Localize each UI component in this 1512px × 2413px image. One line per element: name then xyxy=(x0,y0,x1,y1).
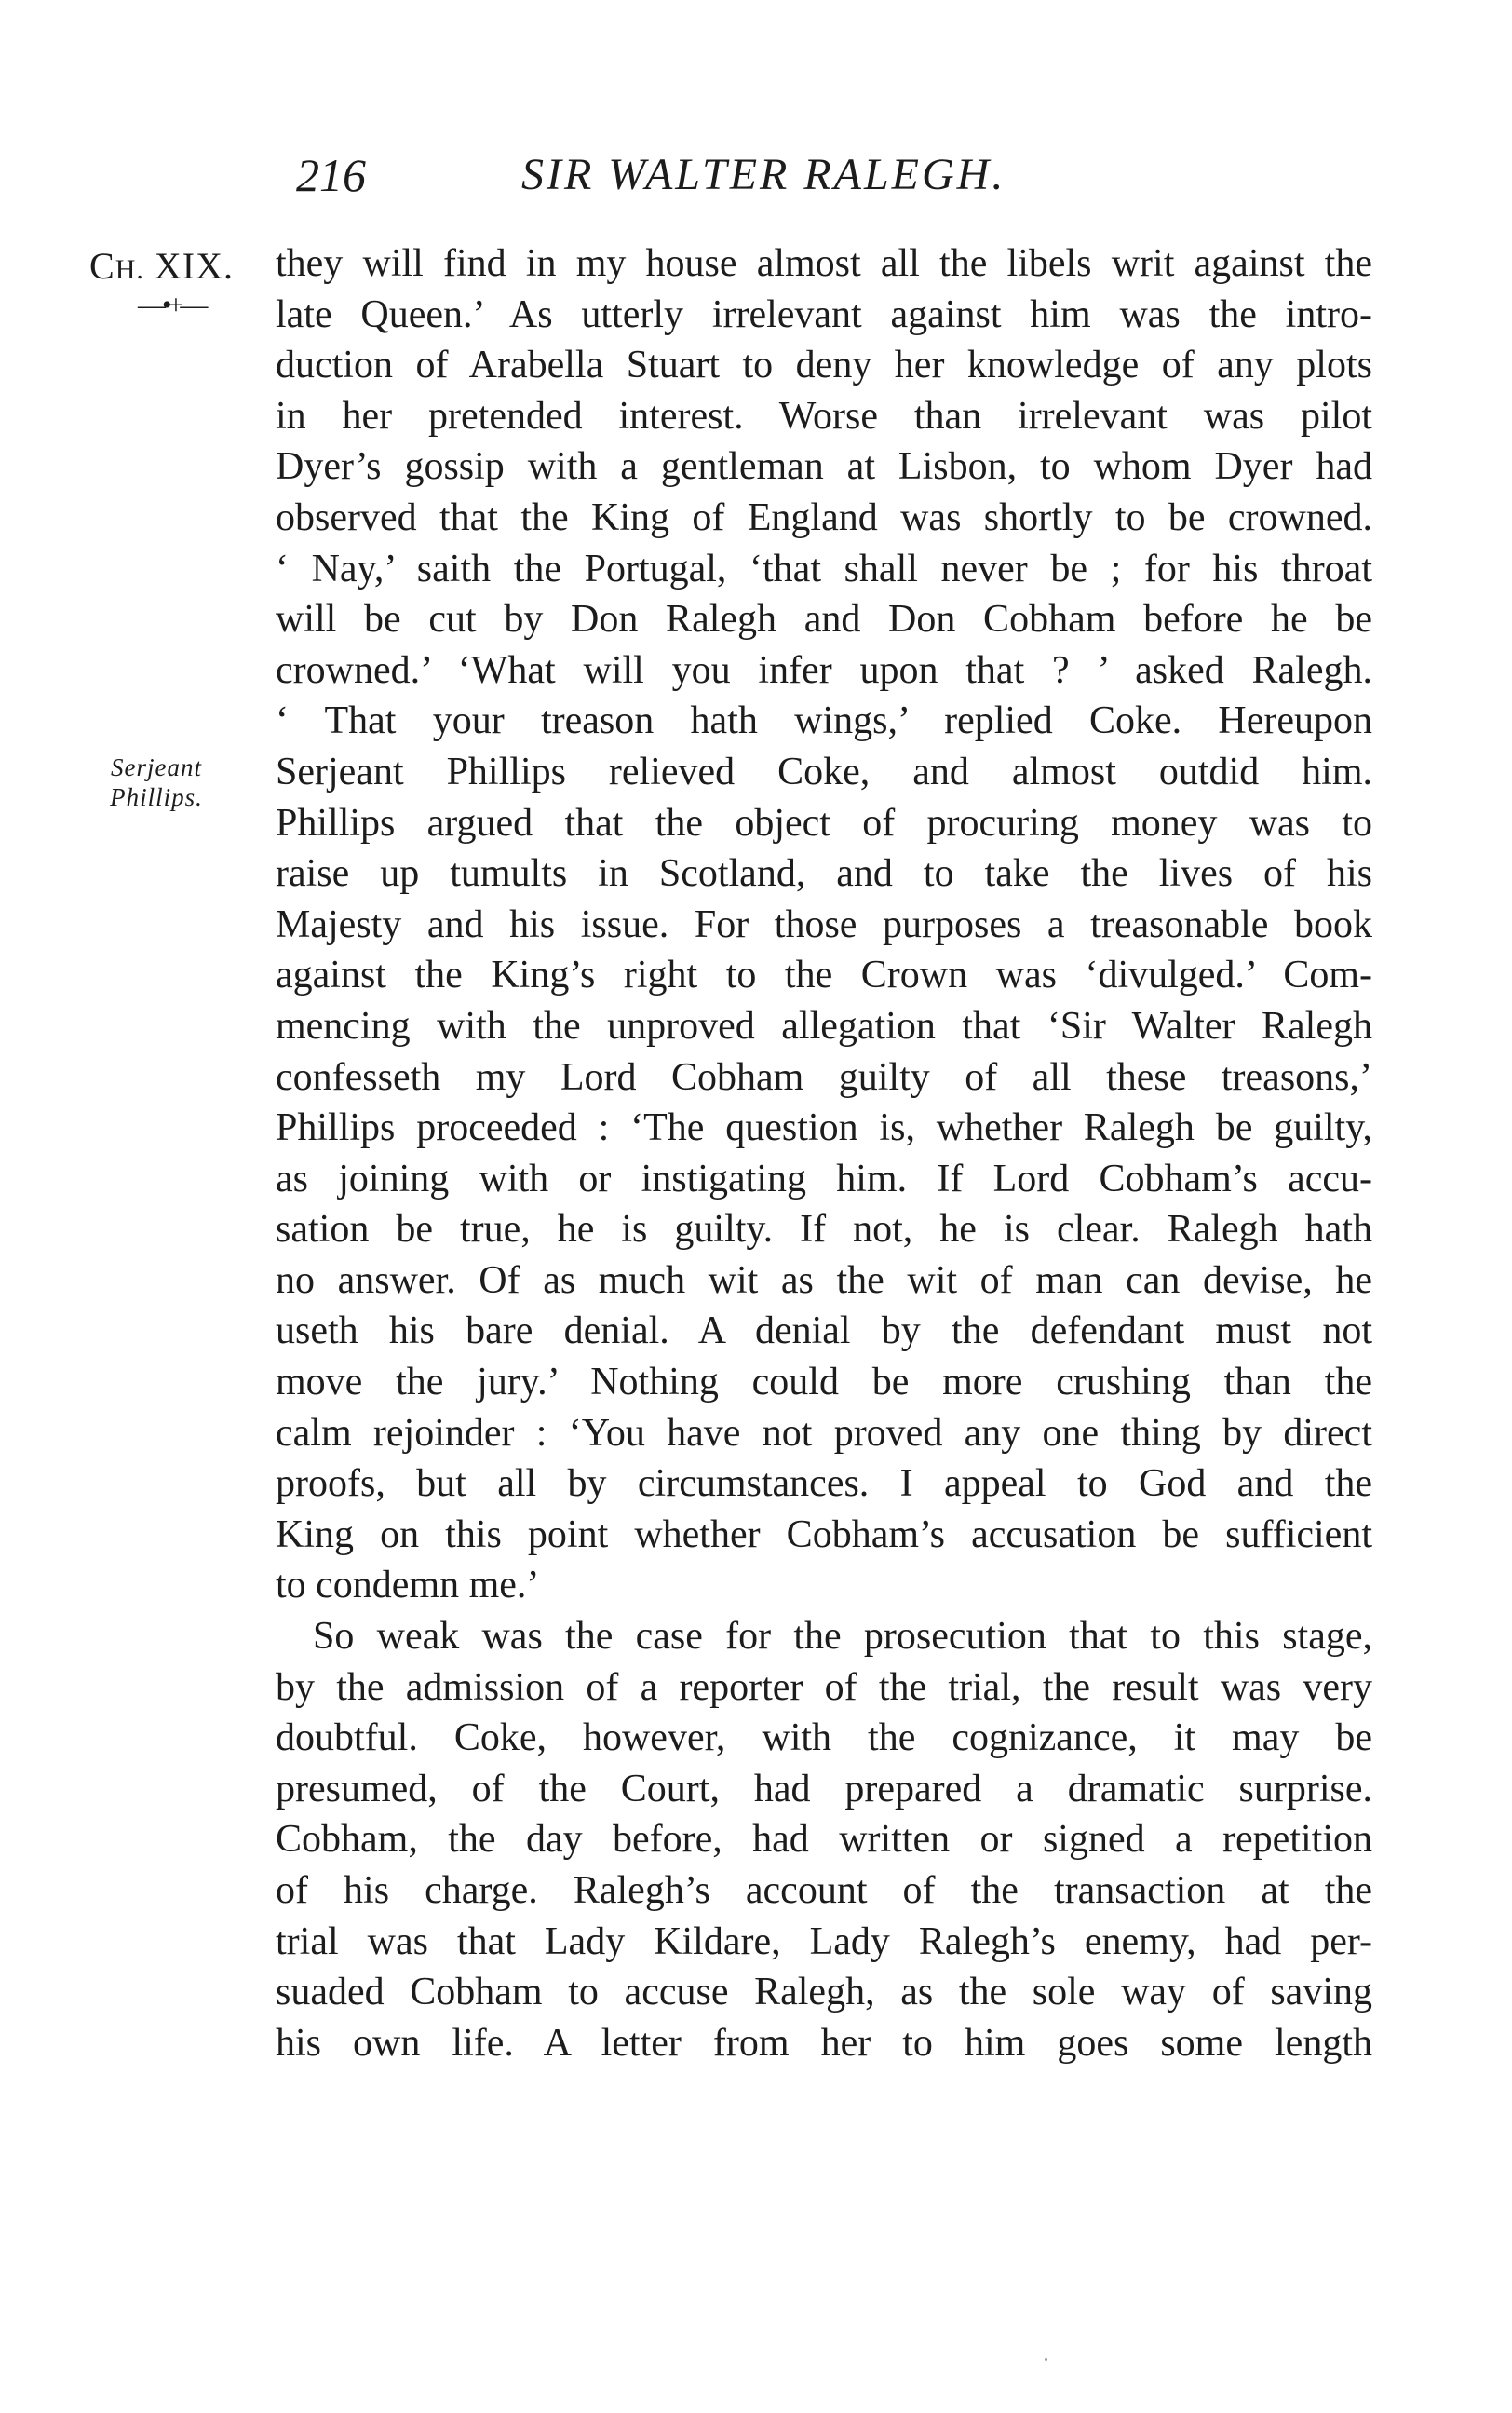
chapter-prefix-small: H. xyxy=(115,254,144,285)
text-line: calm rejoinder : ‘You have not proved any one thing by direct xyxy=(276,1411,1372,1455)
text-line: Cobham, the day before, had written or signed a repetition xyxy=(276,1818,1372,1862)
text-line: Serjeant Phillips relieved Coke, and almost outdid him. xyxy=(276,750,1372,793)
text-line: Majesty and his issue. For those purposes a treasonable book xyxy=(276,902,1372,946)
scan-speck xyxy=(1045,2358,1047,2361)
text-line: they will find in my house almost all the libels writ against the xyxy=(276,242,1372,285)
text-line: in her pretended interest. Worse than irrelevant was pilot xyxy=(276,394,1372,438)
text-line: proofs, but all by circumstances. I appeal to God and the xyxy=(276,1462,1372,1506)
text-line: move the jury.’ Nothing could be more crushing than the xyxy=(276,1361,1372,1404)
marginal-note-line: Serjeant xyxy=(111,753,202,781)
text-line: observed that the King of England was shortly to be crowned. xyxy=(276,495,1372,539)
text-line: will be cut by Don Ralegh and Don Cobham before he be xyxy=(276,598,1372,642)
text-line: as joining with or instigating him. If Lord Cobham’s accu- xyxy=(276,1157,1372,1200)
chapter-ornament: —•+— xyxy=(138,290,205,320)
text-line: confesseth my Lord Cobham guilty of all these treasons,’ xyxy=(276,1055,1372,1099)
text-line: ‘ Nay,’ saith the Portugal, ‘that shall never be ; for his throat xyxy=(276,547,1372,590)
text-line: of his charge. Ralegh’s account of the transaction at the xyxy=(276,1869,1372,1912)
text-line: doubtful. Coke, however, with the cognizance, it may be xyxy=(276,1716,1372,1760)
text-line: presumed, of the Court, had prepared a dramatic surprise. xyxy=(276,1767,1372,1810)
text-line: Dyer’s gossip with a gentleman at Lisbon, to whom Dyer had xyxy=(276,445,1372,489)
text-line: trial was that Lady Kildare, Lady Ralegh’s enemy, had per- xyxy=(276,1919,1372,1963)
marginal-note-line: Phillips. xyxy=(110,783,203,811)
text-line: sation be true, he is guilty. If not, he is clear. Ralegh hath xyxy=(276,1208,1372,1252)
paragraph-1 xyxy=(276,238,1372,1611)
chapter-number: XIX. xyxy=(154,245,234,287)
text-line: suaded Cobham to accuse Ralegh, as the sole way of saving xyxy=(276,1971,1372,2014)
text-line: to condemn me.’ xyxy=(276,1564,540,1607)
text-line: useth his bare denial. A denial by the defendant must not xyxy=(276,1309,1372,1353)
marginal-note xyxy=(82,752,231,812)
text-line: no answer. Of as much wit as the wit of man can devise, he xyxy=(276,1258,1372,1302)
text-line: Phillips argued that the object of procuring money was to xyxy=(276,801,1372,845)
chapter-prefix: C xyxy=(89,245,115,287)
text-line: late Queen.’ As utterly irrelevant against him was the intro- xyxy=(276,292,1372,336)
body-text xyxy=(276,238,1372,2068)
text-line: King on this point whether Cobham’s accusation be sufficient xyxy=(276,1512,1372,1556)
text-line: by the admission of a reporter of the trial, the result was very xyxy=(276,1665,1372,1709)
text-line: duction of Arabella Stuart to deny her knowledge of any plots xyxy=(276,344,1372,387)
running-title: SIR WALTER RALEGH. xyxy=(521,150,1006,199)
text-line: Phillips proceeded : ‘The question is, whether Ralegh be guilty, xyxy=(276,1106,1372,1150)
text-line: raise up tumults in Scotland, and to take the lives of his xyxy=(276,852,1372,896)
text-line: crowned.’ ‘What will you infer upon that ? ’ asked Ralegh. xyxy=(276,648,1372,692)
text-line: mencing with the unproved allegation that ‘Sir Walter Ralegh xyxy=(276,1004,1372,1048)
page-number: 216 xyxy=(296,149,366,201)
text-line: So weak was the case for the prosecution that to this stage, xyxy=(313,1615,1372,1659)
text-line: his own life. A letter from her to him goes some length xyxy=(276,2021,1372,2065)
text-line: ‘ That your treason hath wings,’ replied Coke. Hereupon xyxy=(276,699,1372,743)
text-line: against the King’s right to the Crown was ‘divulged.’ Com- xyxy=(276,954,1372,997)
paragraph-2 xyxy=(276,1611,1372,2068)
